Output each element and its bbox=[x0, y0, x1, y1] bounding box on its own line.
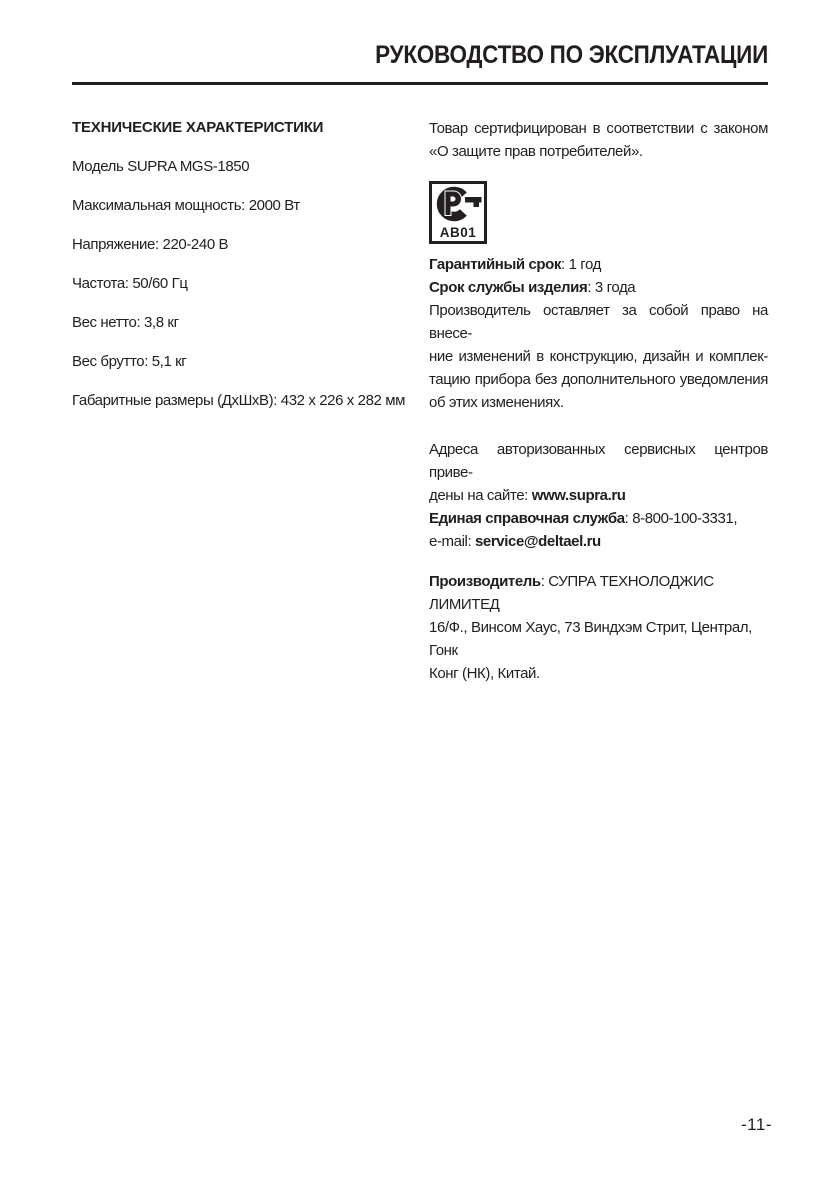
service-centers-block bbox=[429, 438, 768, 553]
email bbox=[429, 530, 768, 553]
service-life bbox=[429, 276, 768, 299]
rostest-certification-mark-icon bbox=[429, 181, 487, 244]
service-life-label: Срок службы изделия bbox=[429, 279, 588, 296]
certification-text-line2: «О защите прав потребителей». bbox=[429, 143, 643, 160]
content-columns bbox=[72, 117, 768, 685]
page-header bbox=[72, 40, 768, 85]
website-url: www.supra.ru bbox=[531, 487, 626, 504]
email-prefix: e-mail: bbox=[429, 533, 475, 550]
warranty-period-value: : 1 год bbox=[561, 256, 601, 273]
changes-note-line1: Производитель оставляет за собой право на внесе- bbox=[429, 302, 768, 342]
changes-note-line3: тацию прибора без дополнительного уведомления bbox=[429, 371, 768, 388]
certification-text-line1: Товар сертифицирован в соответствии с законом bbox=[429, 120, 768, 137]
hotline bbox=[429, 507, 768, 530]
website-prefix: дены на сайте: bbox=[429, 487, 532, 504]
manufacturer-line1 bbox=[429, 570, 768, 616]
spec-dimensions: Габаритные размеры (ДхШхВ): 432 х 226 х 282 мм bbox=[72, 392, 406, 409]
manufacturer-name: : СУПРА ТЕХНОЛОДЖИС ЛИМИТЕД bbox=[429, 573, 714, 613]
service-life-value: : 3 года bbox=[587, 279, 636, 296]
manufacturer-label: Производитель bbox=[429, 573, 541, 590]
manufacturer-line3: Конг (НК), Китай. bbox=[429, 665, 540, 682]
page-number: -11- bbox=[741, 1115, 772, 1134]
warranty-period-label: Гарантийный срок bbox=[429, 256, 562, 273]
warranty-block bbox=[429, 253, 768, 414]
service-centers-line2 bbox=[429, 484, 768, 507]
manufacturer-block bbox=[429, 570, 768, 685]
spec-net-weight: Вес нетто: 3,8 кг bbox=[72, 314, 179, 331]
email-address: service@deltael.ru bbox=[474, 533, 601, 550]
service-centers-line1: Адреса авторизованных сервисных центров приве- bbox=[429, 441, 768, 481]
spec-model: Модель SUPRA MGS-1850 bbox=[72, 158, 250, 175]
page-title: РУКОВОДСТВО ПО ЭКСПЛУАТАЦИИ bbox=[375, 41, 768, 69]
spec-voltage: Напряжение: 220-240 В bbox=[72, 236, 229, 253]
warranty-period bbox=[429, 253, 768, 276]
cert-mark-code: АВ01 bbox=[439, 225, 477, 240]
specs-heading: ТЕХНИЧЕСКИЕ ХАРАКТЕРИСТИКИ bbox=[72, 119, 324, 136]
changes-note-line4: об этих изменениях. bbox=[429, 394, 564, 411]
changes-note-line2: ние изменений в конструкцию, дизайн и комплек- bbox=[429, 348, 768, 365]
spec-gross-weight: Вес брутто: 5,1 кг bbox=[72, 353, 187, 370]
spec-frequency: Частота: 50/60 Гц bbox=[72, 275, 188, 292]
manual-page bbox=[72, 40, 768, 685]
manufacturer-line2: 16/Ф., Винсом Хаус, 73 Виндхэм Стрит, Централ, Гонк bbox=[429, 619, 752, 659]
spec-max-power: Максимальная мощность: 2000 Вт bbox=[72, 197, 300, 214]
certification-section bbox=[429, 117, 768, 685]
technical-specs-section bbox=[72, 117, 420, 685]
hotline-label: Единая справочная служба bbox=[429, 510, 625, 527]
hotline-number: : 8-800-100-3331, bbox=[624, 510, 738, 527]
